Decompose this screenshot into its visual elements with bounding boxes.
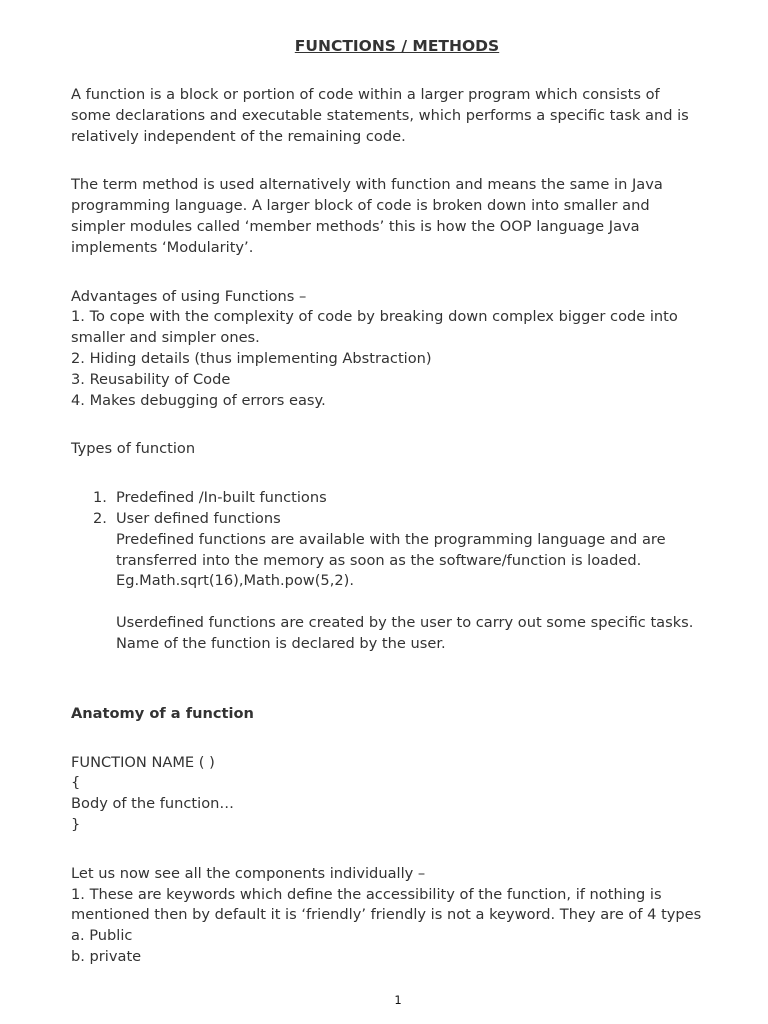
method-line: implements ‘Modularity’. <box>71 238 254 256</box>
advantage-item: 3. Reusability of Code <box>71 370 231 388</box>
code-line: } <box>71 815 81 833</box>
predefined-description <box>71 530 731 592</box>
components-line: mentioned then by default it is ‘friendly’ friendly is not a keyword. They are of 4 types <box>71 906 702 924</box>
method-line: simpler modules called ‘member methods’ this is how the OOP language Java <box>71 217 640 235</box>
method-line: The term method is used alternatively with function and means the same in Java <box>71 176 663 194</box>
anatomy-heading: Anatomy of a function <box>71 704 254 722</box>
intro-line: relatively independent of the remaining code. <box>71 127 406 145</box>
predefined-line: transferred into the memory as soon as the software/function is loaded. <box>116 551 642 569</box>
code-line: { <box>71 774 81 792</box>
userdefined-line: Userdefined functions are created by the user to carry out some specific tasks. <box>116 614 694 632</box>
components-line: a. Public <box>71 927 133 945</box>
list-text: User defined functions <box>116 509 281 527</box>
components-line: Let us now see all the components individually – <box>71 864 426 882</box>
advantage-item: 4. Makes debugging of errors easy. <box>71 391 326 409</box>
advantage-item: 1. To cope with the complexity of code by breaking down complex bigger code into <box>71 308 678 326</box>
components-section <box>71 864 731 968</box>
code-line: Body of the function… <box>71 795 234 813</box>
page-number: 1 <box>394 993 402 1007</box>
list-text: Predefined /In-built functions <box>116 489 327 507</box>
components-line: 1. These are keywords which define the accessibility of the function, if nothing is <box>71 885 662 903</box>
userdefined-line: Name of the function is declared by the user. <box>116 634 446 652</box>
types-list <box>71 488 731 530</box>
predefined-line: Eg.Math.sqrt(16),Math.pow(5,2). <box>116 572 354 590</box>
advantage-item: smaller and simpler ones. <box>71 329 260 347</box>
list-item <box>71 509 731 530</box>
intro-line: some declarations and executable statements, which performs a specific task and is <box>71 106 689 124</box>
advantages-heading: Advantages of using Functions – <box>71 287 307 305</box>
advantage-item: 2. Hiding details (thus implementing Abstraction) <box>71 349 432 367</box>
code-line: FUNCTION NAME ( ) <box>71 753 215 771</box>
document-page <box>71 35 731 968</box>
list-number: 1. <box>93 489 107 507</box>
method-line: programming language. A larger block of code is broken down into smaller and <box>71 197 650 215</box>
document-title: FUNCTIONS / METHODS <box>294 37 500 55</box>
components-line: b. private <box>71 947 142 965</box>
list-item <box>71 488 731 509</box>
list-number: 2. <box>93 509 107 527</box>
userdefined-description <box>71 613 731 655</box>
intro-line: A function is a block or portion of code within a larger program which consists of <box>71 86 660 103</box>
types-heading: Types of function <box>71 440 196 458</box>
predefined-line: Predefined functions are available with the programming language and are <box>116 530 666 548</box>
